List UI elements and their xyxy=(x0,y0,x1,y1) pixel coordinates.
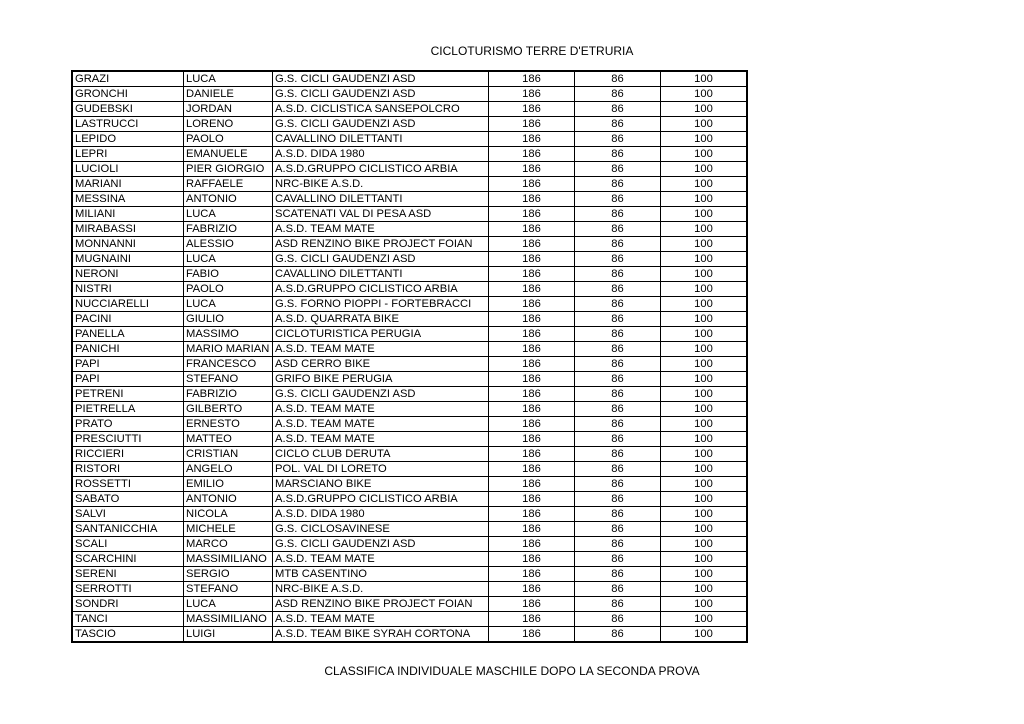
surname-cell: MUGNAINI xyxy=(72,252,184,267)
team-cell: A.S.D.GRUPPO CICLISTICO ARBIA xyxy=(273,162,489,177)
team-cell: A.S.D. DIDA 1980 xyxy=(273,507,489,522)
value-cell-3: 100 xyxy=(661,267,748,282)
first-name-cell: ERNESTO xyxy=(184,417,273,432)
value-cell-1: 186 xyxy=(489,297,575,312)
first-name-cell: LUCA xyxy=(184,207,273,222)
first-name-cell: FABRIZIO xyxy=(184,387,273,402)
value-cell-1: 186 xyxy=(489,597,575,612)
team-cell: G.S. CICLI GAUDENZI ASD xyxy=(273,537,489,552)
table-row xyxy=(72,297,747,312)
first-name-cell: STEFANO xyxy=(184,372,273,387)
value-cell-3: 100 xyxy=(661,207,748,222)
surname-cell: GRONCHI xyxy=(72,87,184,102)
team-cell: CICLOTURISTICA PERUGIA xyxy=(273,327,489,342)
surname-cell: RICCIERI xyxy=(72,447,184,462)
team-cell: G.S. CICLI GAUDENZI ASD xyxy=(273,252,489,267)
table-row xyxy=(72,522,747,537)
value-cell-2: 86 xyxy=(575,462,661,477)
table-row xyxy=(72,207,747,222)
value-cell-1: 186 xyxy=(489,432,575,447)
table-row xyxy=(72,462,747,477)
team-cell: NRC-BIKE A.S.D. xyxy=(273,177,489,192)
surname-cell: MARIANI xyxy=(72,177,184,192)
value-cell-3: 100 xyxy=(661,552,748,567)
first-name-cell: MATTEO xyxy=(184,432,273,447)
surname-cell: SANTANICCHIA xyxy=(72,522,184,537)
value-cell-2: 86 xyxy=(575,102,661,117)
table-row xyxy=(72,102,747,117)
team-cell: NRC-BIKE A.S.D. xyxy=(273,582,489,597)
value-cell-2: 86 xyxy=(575,312,661,327)
first-name-cell: SERGIO xyxy=(184,567,273,582)
table-row xyxy=(72,267,747,282)
page-title: CICLOTURISMO TERRE D'ETRURIA xyxy=(430,44,634,58)
team-cell: A.S.D. TEAM MATE xyxy=(273,552,489,567)
surname-cell: RISTORI xyxy=(72,462,184,477)
value-cell-1: 186 xyxy=(489,162,575,177)
value-cell-3: 100 xyxy=(661,117,748,132)
team-cell: ASD RENZINO BIKE PROJECT FOIAN xyxy=(273,597,489,612)
value-cell-2: 86 xyxy=(575,192,661,207)
value-cell-3: 100 xyxy=(661,387,748,402)
value-cell-3: 100 xyxy=(661,147,748,162)
value-cell-3: 100 xyxy=(661,447,748,462)
value-cell-1: 186 xyxy=(489,387,575,402)
team-cell: A.S.D. CICLISTICA SANSEPOLCRO xyxy=(273,102,489,117)
team-cell: A.S.D. TEAM MATE xyxy=(273,342,489,357)
value-cell-3: 100 xyxy=(661,627,748,643)
team-cell: A.S.D. TEAM MATE xyxy=(273,432,489,447)
table-row xyxy=(72,387,747,402)
first-name-cell: JORDAN xyxy=(184,102,273,117)
table-row xyxy=(72,192,747,207)
table-row xyxy=(72,552,747,567)
table-row xyxy=(72,567,747,582)
first-name-cell: LUIGI xyxy=(184,627,273,643)
value-cell-2: 86 xyxy=(575,597,661,612)
value-cell-2: 86 xyxy=(575,357,661,372)
surname-cell: LEPRI xyxy=(72,147,184,162)
first-name-cell: GILBERTO xyxy=(184,402,273,417)
team-cell: G.S. CICLI GAUDENZI ASD xyxy=(273,71,489,87)
value-cell-3: 100 xyxy=(661,507,748,522)
table-row xyxy=(72,432,747,447)
team-cell: MTB CASENTINO xyxy=(273,567,489,582)
surname-cell: MONNANNI xyxy=(72,237,184,252)
team-cell: A.S.D. TEAM MATE xyxy=(273,222,489,237)
value-cell-2: 86 xyxy=(575,282,661,297)
value-cell-3: 100 xyxy=(661,567,748,582)
value-cell-3: 100 xyxy=(661,102,748,117)
table-row xyxy=(72,327,747,342)
value-cell-1: 186 xyxy=(489,207,575,222)
value-cell-2: 86 xyxy=(575,117,661,132)
value-cell-1: 186 xyxy=(489,582,575,597)
first-name-cell: EMANUELE xyxy=(184,147,273,162)
first-name-cell: RAFFAELE xyxy=(184,177,273,192)
surname-cell: SABATO xyxy=(72,492,184,507)
value-cell-3: 100 xyxy=(661,477,748,492)
team-cell: CAVALLINO DILETTANTI xyxy=(273,267,489,282)
value-cell-2: 86 xyxy=(575,537,661,552)
first-name-cell: CRISTIAN xyxy=(184,447,273,462)
value-cell-3: 100 xyxy=(661,522,748,537)
team-cell: CAVALLINO DILETTANTI xyxy=(273,132,489,147)
team-cell: A.S.D. TEAM BIKE SYRAH CORTONA xyxy=(273,627,489,643)
surname-cell: GRAZI xyxy=(72,71,184,87)
page-footer: CLASSIFICA INDIVIDUALE MASCHILE DOPO LA SECONDA PROVA xyxy=(324,664,700,678)
value-cell-2: 86 xyxy=(575,132,661,147)
first-name-cell: PAOLO xyxy=(184,282,273,297)
value-cell-2: 86 xyxy=(575,297,661,312)
surname-cell: SONDRI xyxy=(72,597,184,612)
surname-cell: LUCIOLI xyxy=(72,162,184,177)
value-cell-2: 86 xyxy=(575,327,661,342)
value-cell-1: 186 xyxy=(489,537,575,552)
value-cell-3: 100 xyxy=(661,327,748,342)
value-cell-3: 100 xyxy=(661,432,748,447)
surname-cell: SALVI xyxy=(72,507,184,522)
value-cell-2: 86 xyxy=(575,71,661,87)
first-name-cell: ANTONIO xyxy=(184,492,273,507)
value-cell-1: 186 xyxy=(489,237,575,252)
value-cell-3: 100 xyxy=(661,372,748,387)
first-name-cell: STEFANO xyxy=(184,582,273,597)
value-cell-2: 86 xyxy=(575,417,661,432)
value-cell-3: 100 xyxy=(661,177,748,192)
value-cell-3: 100 xyxy=(661,357,748,372)
surname-cell: NUCCIARELLI xyxy=(72,297,184,312)
value-cell-1: 186 xyxy=(489,477,575,492)
team-cell: G.S. CICLI GAUDENZI ASD xyxy=(273,87,489,102)
value-cell-3: 100 xyxy=(661,312,748,327)
value-cell-1: 186 xyxy=(489,507,575,522)
team-cell: G.S. FORNO PIOPPI - FORTEBRACCI xyxy=(273,297,489,312)
value-cell-3: 100 xyxy=(661,222,748,237)
table-row xyxy=(72,492,747,507)
value-cell-1: 186 xyxy=(489,132,575,147)
table-row xyxy=(72,87,747,102)
surname-cell: SERROTTI xyxy=(72,582,184,597)
team-cell: ASD RENZINO BIKE PROJECT FOIAN xyxy=(273,237,489,252)
first-name-cell: GIULIO xyxy=(184,312,273,327)
surname-cell: LEPIDO xyxy=(72,132,184,147)
table-row xyxy=(72,417,747,432)
first-name-cell: PIER GIORGIO xyxy=(184,162,273,177)
value-cell-1: 186 xyxy=(489,552,575,567)
surname-cell: PAPI xyxy=(72,372,184,387)
value-cell-3: 100 xyxy=(661,252,748,267)
first-name-cell: LORENO xyxy=(184,117,273,132)
team-cell: A.S.D. TEAM MATE xyxy=(273,402,489,417)
value-cell-3: 100 xyxy=(661,462,748,477)
value-cell-3: 100 xyxy=(661,297,748,312)
surname-cell: MIRABASSI xyxy=(72,222,184,237)
first-name-cell: PAOLO xyxy=(184,132,273,147)
surname-cell: LASTRUCCI xyxy=(72,117,184,132)
surname-cell: PRESCIUTTI xyxy=(72,432,184,447)
table-row xyxy=(72,162,747,177)
first-name-cell: EMILIO xyxy=(184,477,273,492)
table-row xyxy=(72,71,747,87)
value-cell-3: 100 xyxy=(661,87,748,102)
surname-cell: ROSSETTI xyxy=(72,477,184,492)
first-name-cell: MASSIMILIANO xyxy=(184,552,273,567)
table-row xyxy=(72,447,747,462)
team-cell: G.S. CICLOSAVINESE xyxy=(273,522,489,537)
table-row xyxy=(72,252,747,267)
surname-cell: GUDEBSKI xyxy=(72,102,184,117)
value-cell-3: 100 xyxy=(661,237,748,252)
value-cell-2: 86 xyxy=(575,582,661,597)
value-cell-3: 100 xyxy=(661,342,748,357)
value-cell-1: 186 xyxy=(489,87,575,102)
team-cell: A.S.D.GRUPPO CICLISTICO ARBIA xyxy=(273,282,489,297)
team-cell: MARSCIANO BIKE xyxy=(273,477,489,492)
value-cell-1: 186 xyxy=(489,192,575,207)
value-cell-2: 86 xyxy=(575,372,661,387)
first-name-cell: MICHELE xyxy=(184,522,273,537)
first-name-cell: FRANCESCO xyxy=(184,357,273,372)
value-cell-3: 100 xyxy=(661,612,748,627)
value-cell-1: 186 xyxy=(489,252,575,267)
value-cell-1: 186 xyxy=(489,222,575,237)
value-cell-2: 86 xyxy=(575,627,661,643)
first-name-cell: ANGELO xyxy=(184,462,273,477)
value-cell-1: 186 xyxy=(489,492,575,507)
table-row xyxy=(72,132,747,147)
value-cell-2: 86 xyxy=(575,387,661,402)
value-cell-1: 186 xyxy=(489,372,575,387)
value-cell-2: 86 xyxy=(575,612,661,627)
surname-cell: SCALI xyxy=(72,537,184,552)
surname-cell: TASCIO xyxy=(72,627,184,643)
value-cell-1: 186 xyxy=(489,342,575,357)
value-cell-2: 86 xyxy=(575,207,661,222)
first-name-cell: DANIELE xyxy=(184,87,273,102)
value-cell-2: 86 xyxy=(575,522,661,537)
table-row xyxy=(72,222,747,237)
value-cell-1: 186 xyxy=(489,147,575,162)
value-cell-2: 86 xyxy=(575,552,661,567)
value-cell-3: 100 xyxy=(661,192,748,207)
table-row xyxy=(72,282,747,297)
value-cell-2: 86 xyxy=(575,87,661,102)
first-name-cell: NICOLA xyxy=(184,507,273,522)
value-cell-2: 86 xyxy=(575,507,661,522)
value-cell-2: 86 xyxy=(575,267,661,282)
surname-cell: TANCI xyxy=(72,612,184,627)
first-name-cell: LUCA xyxy=(184,71,273,87)
results-table-body xyxy=(72,71,747,642)
team-cell: POL. VAL DI LORETO xyxy=(273,462,489,477)
first-name-cell: LUCA xyxy=(184,297,273,312)
value-cell-2: 86 xyxy=(575,342,661,357)
first-name-cell: MARIO MARIAN xyxy=(184,342,273,357)
table-row xyxy=(72,612,747,627)
surname-cell: PETRENI xyxy=(72,387,184,402)
first-name-cell: MASSIMO xyxy=(184,327,273,342)
table-row xyxy=(72,117,747,132)
value-cell-2: 86 xyxy=(575,477,661,492)
table-row xyxy=(72,357,747,372)
results-table xyxy=(71,70,748,643)
team-cell: A.S.D. DIDA 1980 xyxy=(273,147,489,162)
first-name-cell: FABIO xyxy=(184,267,273,282)
team-cell: SCATENATI VAL DI PESA ASD xyxy=(273,207,489,222)
table-row xyxy=(72,582,747,597)
surname-cell: PIETRELLA xyxy=(72,402,184,417)
table-row xyxy=(72,147,747,162)
value-cell-3: 100 xyxy=(661,582,748,597)
value-cell-1: 186 xyxy=(489,312,575,327)
surname-cell: PANICHI xyxy=(72,342,184,357)
team-cell: ASD CERRO BIKE xyxy=(273,357,489,372)
table-row xyxy=(72,627,747,643)
value-cell-2: 86 xyxy=(575,447,661,462)
value-cell-2: 86 xyxy=(575,252,661,267)
first-name-cell: LUCA xyxy=(184,597,273,612)
value-cell-2: 86 xyxy=(575,237,661,252)
value-cell-1: 186 xyxy=(489,627,575,643)
surname-cell: NISTRI xyxy=(72,282,184,297)
table-row xyxy=(72,312,747,327)
value-cell-1: 186 xyxy=(489,282,575,297)
table-row xyxy=(72,177,747,192)
first-name-cell: ANTONIO xyxy=(184,192,273,207)
value-cell-1: 186 xyxy=(489,117,575,132)
value-cell-3: 100 xyxy=(661,402,748,417)
value-cell-2: 86 xyxy=(575,147,661,162)
surname-cell: PACINI xyxy=(72,312,184,327)
team-cell: GRIFO BIKE PERUGIA xyxy=(273,372,489,387)
value-cell-1: 186 xyxy=(489,522,575,537)
value-cell-1: 186 xyxy=(489,567,575,582)
value-cell-1: 186 xyxy=(489,462,575,477)
surname-cell: SERENI xyxy=(72,567,184,582)
table-row xyxy=(72,402,747,417)
team-cell: CICLO CLUB DERUTA xyxy=(273,447,489,462)
value-cell-3: 100 xyxy=(661,162,748,177)
team-cell: A.S.D. TEAM MATE xyxy=(273,612,489,627)
value-cell-1: 186 xyxy=(489,102,575,117)
surname-cell: SCARCHINI xyxy=(72,552,184,567)
value-cell-2: 86 xyxy=(575,492,661,507)
first-name-cell: MARCO xyxy=(184,537,273,552)
value-cell-2: 86 xyxy=(575,177,661,192)
value-cell-1: 186 xyxy=(489,447,575,462)
table-row xyxy=(72,372,747,387)
value-cell-3: 100 xyxy=(661,282,748,297)
table-row xyxy=(72,237,747,252)
surname-cell: MESSINA xyxy=(72,192,184,207)
surname-cell: PAPI xyxy=(72,357,184,372)
value-cell-2: 86 xyxy=(575,432,661,447)
value-cell-1: 186 xyxy=(489,71,575,87)
value-cell-2: 86 xyxy=(575,162,661,177)
team-cell: A.S.D. TEAM MATE xyxy=(273,417,489,432)
value-cell-1: 186 xyxy=(489,327,575,342)
value-cell-3: 100 xyxy=(661,417,748,432)
value-cell-1: 186 xyxy=(489,612,575,627)
team-cell: G.S. CICLI GAUDENZI ASD xyxy=(273,117,489,132)
table-row xyxy=(72,477,747,492)
value-cell-3: 100 xyxy=(661,71,748,87)
value-cell-2: 86 xyxy=(575,402,661,417)
value-cell-1: 186 xyxy=(489,417,575,432)
surname-cell: PANELLA xyxy=(72,327,184,342)
value-cell-3: 100 xyxy=(661,597,748,612)
value-cell-1: 186 xyxy=(489,267,575,282)
table-row xyxy=(72,597,747,612)
team-cell: A.S.D. QUARRATA BIKE xyxy=(273,312,489,327)
value-cell-1: 186 xyxy=(489,402,575,417)
value-cell-2: 86 xyxy=(575,222,661,237)
table-row xyxy=(72,507,747,522)
value-cell-3: 100 xyxy=(661,537,748,552)
surname-cell: PRATO xyxy=(72,417,184,432)
surname-cell: NERONI xyxy=(72,267,184,282)
value-cell-3: 100 xyxy=(661,492,748,507)
table-row xyxy=(72,342,747,357)
value-cell-2: 86 xyxy=(575,567,661,582)
team-cell: CAVALLINO DILETTANTI xyxy=(273,192,489,207)
first-name-cell: ALESSIO xyxy=(184,237,273,252)
value-cell-1: 186 xyxy=(489,177,575,192)
value-cell-1: 186 xyxy=(489,357,575,372)
value-cell-3: 100 xyxy=(661,132,748,147)
table-row xyxy=(72,537,747,552)
team-cell: G.S. CICLI GAUDENZI ASD xyxy=(273,387,489,402)
first-name-cell: MASSIMILIANO xyxy=(184,612,273,627)
first-name-cell: FABRIZIO xyxy=(184,222,273,237)
first-name-cell: LUCA xyxy=(184,252,273,267)
team-cell: A.S.D.GRUPPO CICLISTICO ARBIA xyxy=(273,492,489,507)
surname-cell: MILIANI xyxy=(72,207,184,222)
